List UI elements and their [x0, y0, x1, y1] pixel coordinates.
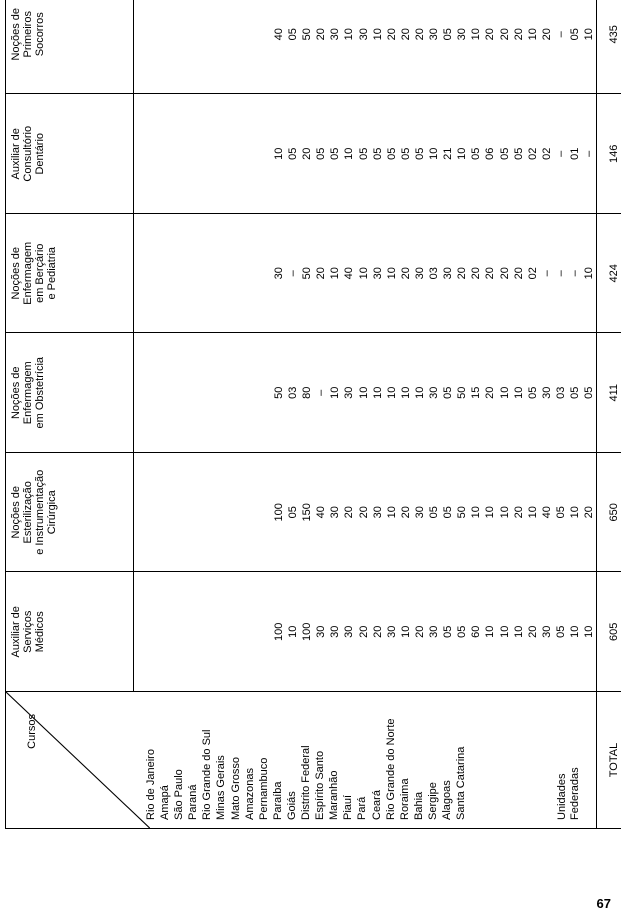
table-cell: 10	[385, 386, 398, 399]
table-cell: 03	[554, 386, 567, 399]
table-cell: 30	[329, 625, 342, 638]
table-cell: –	[554, 270, 567, 277]
table-cell: 30	[428, 28, 441, 41]
total-value: 411	[597, 333, 621, 453]
state-name: Mato Grosso	[229, 757, 242, 820]
column-header-line: Primeiros	[22, 11, 34, 58]
table-cell: 50	[456, 506, 469, 519]
table-cell: 30	[343, 625, 356, 638]
column-header-line: em Obstetrícia	[34, 356, 46, 429]
total-value: 424	[597, 214, 621, 334]
state-name: Piauí	[342, 794, 355, 820]
table-cell: 10	[583, 28, 596, 41]
table-cell: 30	[413, 267, 426, 280]
table-cell: 20	[526, 625, 539, 638]
table-cell: 05	[287, 28, 300, 41]
table-cell: 20	[343, 506, 356, 519]
table-cell: 05	[512, 147, 525, 160]
table-cell: 10	[526, 28, 539, 41]
table-cell: 20	[583, 506, 596, 519]
table-cell: 10	[568, 506, 581, 519]
state-name: Minas Gerais	[215, 755, 228, 820]
table-cell: 02	[540, 147, 553, 160]
table-cell: 05	[442, 386, 455, 399]
table-cell: 20	[512, 28, 525, 41]
column-header	[6, 333, 134, 453]
table-cell: 10	[273, 147, 285, 160]
state-name: Pará	[356, 796, 369, 820]
total-value: 605	[597, 572, 621, 692]
table-cell: 20	[498, 267, 511, 280]
state-name: Santa Catarina	[455, 746, 468, 820]
table-cell: 10	[583, 625, 596, 638]
table-cell: 20	[498, 28, 511, 41]
table-cell: 20	[399, 28, 412, 41]
column-header-line: e Pediatria	[46, 246, 58, 300]
table-cell: 10	[385, 506, 398, 519]
values-column	[134, 333, 597, 453]
table-cell: 05	[399, 147, 412, 160]
rotated-table-wrapper	[5, 0, 621, 829]
state-name: Espírito Santo	[314, 750, 327, 820]
table-cell: 150	[301, 503, 314, 522]
table-cell: 10	[343, 147, 356, 160]
table-cell: –	[568, 270, 581, 277]
table-cell: 05	[583, 386, 596, 399]
table-cell: 10	[568, 625, 581, 638]
table-cell: 10	[526, 506, 539, 519]
state-name: Ceará	[370, 790, 383, 820]
column-header-line: Enfermagem	[22, 241, 34, 305]
table-cell: 40	[273, 28, 285, 41]
table-cell: 30	[413, 506, 426, 519]
values-column	[134, 94, 597, 214]
table-cell: 20	[413, 28, 426, 41]
table-cell: 10	[498, 506, 511, 519]
state-name: Amapá	[159, 785, 172, 820]
state-name: Paraná	[187, 784, 200, 820]
table-cell: 80	[301, 386, 314, 399]
state-name: Goiás	[285, 791, 298, 820]
column-header	[6, 94, 134, 214]
states-list	[134, 719, 468, 829]
table-cell: 10	[498, 625, 511, 638]
table-cell: 10	[329, 267, 342, 280]
table-cell: 05	[442, 506, 455, 519]
table-cell: 20	[470, 267, 483, 280]
state-name: São Paulo	[173, 769, 186, 820]
table-cell: 20	[315, 28, 328, 41]
column-header-line: e Instrumentação	[34, 469, 46, 555]
table-cell: 05	[413, 147, 426, 160]
table-cell: 05	[456, 625, 469, 638]
table-cell: –	[315, 389, 328, 396]
table-cell: 10	[484, 625, 497, 638]
table-cell: 100	[273, 503, 285, 522]
table-cell: 20	[540, 28, 553, 41]
table-cell: 20	[399, 506, 412, 519]
corner-units-line-1: Unidades	[556, 773, 569, 820]
table-cell: 100	[273, 622, 285, 641]
column-header-line: Auxiliar de	[10, 128, 22, 180]
table-cell: –	[554, 150, 567, 157]
table-cell: 05	[315, 147, 328, 160]
table-cell: 05	[568, 28, 581, 41]
values-column	[134, 453, 597, 573]
column-header-line: Noções de	[10, 485, 22, 539]
table-cell: 05	[568, 386, 581, 399]
table-cell: 20	[371, 625, 384, 638]
table-cell: 10	[371, 386, 384, 399]
state-name: Rio Grande do Norte	[384, 718, 397, 820]
table-cell: 10	[399, 386, 412, 399]
column-header-line: Dentário	[34, 132, 46, 175]
values-column	[134, 572, 597, 692]
table-cell: –	[583, 150, 596, 157]
table-cell: 50	[456, 386, 469, 399]
table-cell: 10	[428, 147, 441, 160]
state-name: Rio Grande do Sul	[201, 729, 214, 820]
table-cell: 05	[428, 506, 441, 519]
table-cell: 40	[540, 506, 553, 519]
table-cell: 20	[484, 28, 497, 41]
state-name: Pernambuco	[257, 757, 270, 820]
table-cell: 05	[329, 147, 342, 160]
table-cell: 30	[343, 386, 356, 399]
table-cell: 20	[357, 625, 370, 638]
table-cell: 30	[428, 625, 441, 638]
table-cell: 10	[512, 625, 525, 638]
table-cell: 30	[371, 506, 384, 519]
column-header	[6, 453, 134, 573]
total-row	[597, 0, 621, 829]
table-cell: 20	[484, 386, 497, 399]
table-cell: 10	[470, 28, 483, 41]
table-cell: 10	[484, 506, 497, 519]
table-cell: 10	[357, 386, 370, 399]
table-cell: 10	[287, 625, 300, 638]
table-cell: 30	[442, 267, 455, 280]
table-cell: 20	[357, 506, 370, 519]
table-cell: 06	[484, 147, 497, 160]
state-name: Roraima	[398, 778, 411, 820]
table-cell: 10	[385, 267, 398, 280]
table-cell: 20	[484, 267, 497, 280]
table-cell: 40	[315, 506, 328, 519]
table-cell: 05	[526, 386, 539, 399]
table-cell: 10	[470, 506, 483, 519]
table-cell: 05	[287, 147, 300, 160]
table-cell: 50	[301, 267, 314, 280]
table-cell: 03	[428, 267, 441, 280]
table-cell: 20	[301, 147, 314, 160]
table-cell: 10	[329, 386, 342, 399]
table-cell: 30	[315, 625, 328, 638]
state-name: Alagoas	[440, 780, 453, 820]
table-cell: 05	[498, 147, 511, 160]
table-cell: 10	[343, 28, 356, 41]
column-header-line: Esterilização	[22, 481, 34, 544]
table-cell: 05	[442, 28, 455, 41]
column-header-line: em Berçário	[34, 243, 46, 303]
total-value: 650	[597, 453, 621, 573]
table-cell: 20	[512, 267, 525, 280]
column-header-line: Noções de	[10, 366, 22, 420]
table-cell: 30	[540, 625, 553, 638]
table-cell: 30	[456, 28, 469, 41]
table-cell: 21	[442, 147, 455, 160]
total-value: 146	[597, 94, 621, 214]
corner-cell	[6, 692, 597, 829]
table-cell: 05	[554, 506, 567, 519]
table-cell: 05	[442, 625, 455, 638]
state-name: Rio de Janeiro	[145, 749, 157, 820]
corner-units-label	[556, 767, 582, 820]
column-header-line: Médicos	[34, 611, 46, 653]
table-cell: 100	[301, 622, 314, 641]
table-cell: 30	[371, 267, 384, 280]
state-name: Sergipe	[426, 782, 439, 820]
table-cell: 03	[287, 386, 300, 399]
table-cell: 10	[456, 147, 469, 160]
column-header-line: Noções de	[10, 7, 22, 61]
table-cell: 05	[554, 625, 567, 638]
corner-units-line-2: Federadas	[569, 767, 582, 820]
table-cell: 10	[413, 386, 426, 399]
courses-table	[5, 0, 621, 829]
table-cell: 05	[371, 147, 384, 160]
total-value: 435	[597, 0, 621, 94]
table-cell: 40	[343, 267, 356, 280]
state-name: Maranhão	[328, 770, 341, 820]
values-column	[134, 214, 597, 334]
header-row	[6, 0, 134, 829]
table-cell: 10	[583, 267, 596, 280]
table-cell: 50	[301, 28, 314, 41]
table-cell: 30	[329, 28, 342, 41]
table-cell: 10	[357, 267, 370, 280]
column-header-line: Serviços	[22, 610, 34, 653]
table-cell: 02	[526, 267, 539, 280]
table-cell: 20	[413, 625, 426, 638]
state-name: Amazonas	[243, 768, 256, 820]
state-name: Distrito Federal	[300, 745, 313, 820]
table-cell: –	[540, 270, 553, 277]
table-cell: 01	[568, 147, 581, 160]
column-header-line: Consultório	[22, 125, 34, 182]
column-header-line: Socorros	[34, 12, 46, 57]
table-cell: 20	[399, 267, 412, 280]
table-cell: 05	[470, 147, 483, 160]
table-cell: 15	[470, 386, 483, 399]
table-cell: 30	[540, 386, 553, 399]
column-header	[6, 0, 134, 94]
table-cell: –	[554, 31, 567, 38]
column-header	[6, 214, 134, 334]
table-cell: 50	[273, 386, 285, 399]
table-cell: 10	[371, 28, 384, 41]
column-header-line: Cirúrgica	[46, 490, 58, 535]
column-header	[6, 572, 134, 692]
table-cell: 20	[512, 506, 525, 519]
table-cell: 30	[329, 506, 342, 519]
table-cell: 30	[273, 267, 285, 280]
column-header-line: Auxiliar de	[10, 606, 22, 658]
table-cell: 20	[315, 267, 328, 280]
table-cell: 10	[399, 625, 412, 638]
table-cell: 05	[357, 147, 370, 160]
table-cell: 02	[526, 147, 539, 160]
table-cell: 60	[470, 625, 483, 638]
page-number: 67	[596, 896, 611, 911]
table-cell: 05	[287, 506, 300, 519]
column-header-line: Noções de	[10, 246, 22, 300]
table-cell: 10	[498, 386, 511, 399]
state-name: Bahia	[412, 791, 425, 820]
column-header-line: Enfermagem	[22, 361, 34, 425]
table-cell: 30	[357, 28, 370, 41]
corner-courses-label: Cursos	[26, 714, 38, 749]
state-name: Paraíba	[271, 781, 284, 820]
table-cell: 05	[385, 147, 398, 160]
table-cell: 30	[428, 386, 441, 399]
table-cell: 10	[512, 386, 525, 399]
table-cell: 20	[385, 28, 398, 41]
values-column	[134, 0, 597, 94]
total-label: TOTAL	[597, 692, 621, 829]
table-cell: 20	[456, 267, 469, 280]
table-cell: 30	[385, 625, 398, 638]
table-cell: –	[287, 270, 300, 277]
